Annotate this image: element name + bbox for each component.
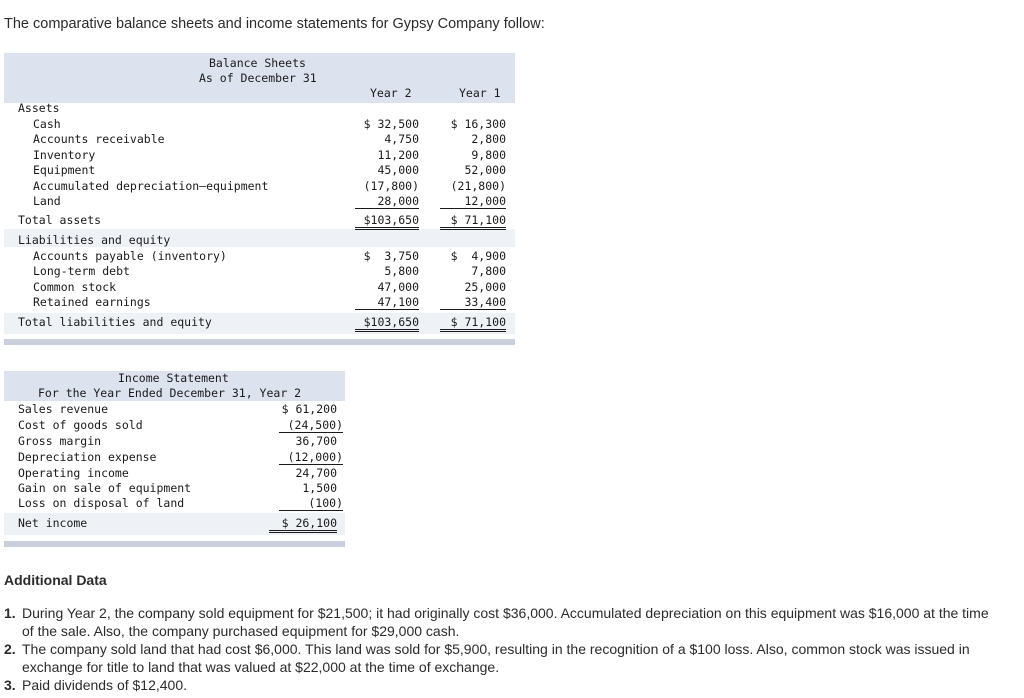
total-liabilities-label: Total liabilities and equity bbox=[18, 315, 212, 329]
asset-year1: 12,000 bbox=[440, 194, 506, 209]
asset-year1: 2,800 bbox=[471, 132, 506, 146]
asset-year1: 9,800 bbox=[471, 148, 506, 162]
liability-year2: 5,800 bbox=[384, 264, 419, 278]
income-statement-table bbox=[4, 371, 345, 547]
liability-label: Long-term debt bbox=[33, 264, 130, 278]
income-row-value: (24,500) bbox=[279, 418, 343, 433]
liability-year2: 47,000 bbox=[377, 280, 419, 294]
total-assets-label: Total assets bbox=[18, 213, 102, 227]
liability-label: Common stock bbox=[33, 280, 117, 294]
asset-year2: (17,800) bbox=[363, 179, 419, 193]
balance-sheet-subtitle: As of December 31 bbox=[199, 71, 317, 85]
liability-year1: $ 4,900 bbox=[450, 249, 506, 263]
balance-sheet-table bbox=[4, 53, 515, 344]
total-liabilities-year1: $ 71,100 bbox=[440, 315, 506, 332]
asset-label: Accumulated depreciation—equipment bbox=[33, 179, 269, 193]
asset-year1: $ 16,300 bbox=[450, 117, 506, 131]
assets-heading: Assets bbox=[18, 101, 60, 115]
additional-data-list bbox=[4, 604, 1004, 694]
income-row-label: Sales revenue bbox=[18, 402, 109, 416]
column-header-year2: Year 2 bbox=[370, 86, 412, 100]
income-row-label: Loss on disposal of land bbox=[18, 496, 185, 510]
liability-label: Retained earnings bbox=[33, 295, 151, 309]
table-bottom-border bbox=[4, 339, 515, 345]
net-income-value: $ 26,100 bbox=[269, 516, 337, 533]
column-header-year1: Year 1 bbox=[459, 86, 501, 100]
income-row-label: Depreciation expense bbox=[18, 450, 157, 464]
income-row-label: Cost of goods sold bbox=[18, 418, 143, 432]
income-row-value: 1,500 bbox=[302, 481, 337, 495]
income-row-value: $ 61,200 bbox=[281, 402, 337, 416]
income-row-value: (100) bbox=[279, 496, 343, 511]
total-assets-year1: $ 71,100 bbox=[440, 213, 506, 230]
income-row-label: Operating income bbox=[18, 466, 129, 480]
income-row-label: Gross margin bbox=[18, 434, 102, 448]
liability-year1: 7,800 bbox=[471, 264, 506, 278]
income-row-value: 36,700 bbox=[295, 434, 337, 448]
asset-year2: $ 32,500 bbox=[363, 117, 419, 131]
income-statement-subtitle: For the Year Ended December 31, Year 2 bbox=[38, 386, 302, 400]
liability-year1: 25,000 bbox=[464, 280, 506, 294]
asset-year1: 52,000 bbox=[464, 163, 506, 177]
additional-data-heading: Additional Data bbox=[4, 572, 107, 588]
list-item: 1. During Year 2, the company sold equipment for $21,500; it had originally cost $36,000. Accumulated depreciation on this equipment was $16,000 at the time of the sale. Also, the company purchased equipment for $29,000 cash. bbox=[4, 605, 989, 639]
asset-year2: 11,200 bbox=[377, 148, 419, 162]
liability-year2: 47,100 bbox=[355, 295, 419, 310]
balance-sheet-title: Balance Sheets bbox=[209, 56, 306, 70]
liability-year1: 33,400 bbox=[440, 295, 506, 310]
asset-year2: 4,750 bbox=[384, 132, 419, 146]
asset-label: Land bbox=[33, 194, 61, 208]
intro-text: The comparative balance sheets and income statements for Gypsy Company follow: bbox=[4, 16, 545, 32]
asset-year2: 45,000 bbox=[377, 163, 419, 177]
liability-year2: $ 3,750 bbox=[363, 249, 419, 263]
asset-label: Equipment bbox=[33, 163, 96, 177]
income-row-value: (12,000) bbox=[279, 450, 343, 465]
asset-label: Cash bbox=[33, 117, 61, 131]
table-bottom-border bbox=[4, 541, 345, 547]
liability-label: Accounts payable (inventory) bbox=[33, 249, 227, 263]
net-income-label: Net income bbox=[18, 516, 88, 530]
total-assets-year2: $103,650 bbox=[355, 213, 419, 230]
income-row-value: 24,700 bbox=[295, 466, 337, 480]
list-item: 2. The company sold land that had cost $6,000. This land was sold for $5,900, resulting in the recognition of a $100 loss. Also, common stock was issued in exchange for title to land that was valued at $22,000 at the time of exchange. bbox=[4, 641, 970, 675]
total-liabilities-year2: $103,650 bbox=[355, 315, 419, 332]
liabilities-heading: Liabilities and equity bbox=[18, 233, 171, 247]
asset-year2: 28,000 bbox=[355, 194, 419, 209]
asset-label: Inventory bbox=[33, 148, 96, 162]
list-item: 3. Paid dividends of $12,400. bbox=[4, 677, 188, 693]
income-row-label: Gain on sale of equipment bbox=[18, 481, 192, 495]
income-statement-title: Income Statement bbox=[118, 371, 229, 385]
asset-label: Accounts receivable bbox=[33, 132, 165, 146]
asset-year1: (21,800) bbox=[450, 179, 506, 193]
